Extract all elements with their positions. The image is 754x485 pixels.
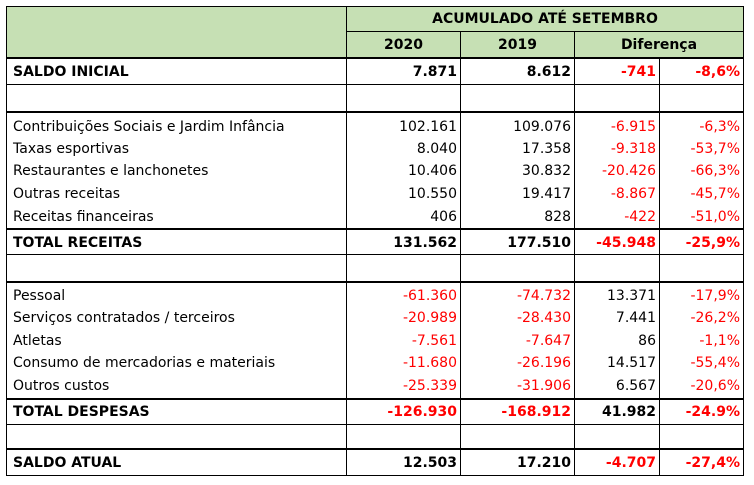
cell-diff: 7.441 xyxy=(615,310,656,326)
col-divider-2019 xyxy=(460,31,461,476)
cell-v2020: 10.550 xyxy=(408,186,457,202)
row-label: Serviços contratados / terceiros xyxy=(13,310,235,326)
cell-v2019: 177.510 xyxy=(507,235,571,251)
cell-v2019: -7.647 xyxy=(525,333,571,349)
cell-v2020: -126.930 xyxy=(387,404,457,420)
cell-pct: -53,7% xyxy=(690,141,740,157)
cell-v2020: 12.503 xyxy=(402,455,457,471)
row-label: Taxas esportivas xyxy=(13,141,130,157)
section-border xyxy=(6,111,744,113)
col-divider-pct xyxy=(659,57,660,476)
cell-v2019: 19.417 xyxy=(522,186,571,202)
row-label: Pessoal xyxy=(13,288,66,304)
cell-v2020: -20.989 xyxy=(402,310,457,326)
total-despesas-bottom xyxy=(6,424,744,425)
cell-diff: -20.426 xyxy=(601,163,656,179)
row-label: Receitas financeiras xyxy=(13,209,154,225)
cell-v2020: 102.161 xyxy=(399,119,457,135)
cell-v2020: -61.360 xyxy=(402,288,457,304)
cell-v2019: 17.358 xyxy=(522,141,571,157)
cell-v2019: 109.076 xyxy=(513,119,571,135)
section-border xyxy=(6,281,744,283)
header-col-2019: 2019 xyxy=(498,37,537,53)
row-label: Outros custos xyxy=(13,378,110,394)
row-label: TOTAL DESPESAS xyxy=(13,404,150,420)
row-label: Contribuições Sociais e Jardim Infância xyxy=(13,119,285,135)
header-fill-label-column xyxy=(7,7,346,57)
border-left xyxy=(6,6,7,476)
col-divider-diff xyxy=(574,31,575,476)
row-label: TOTAL RECEITAS xyxy=(13,235,143,251)
cell-pct: -6,3% xyxy=(699,119,740,135)
row-label: Atletas xyxy=(13,333,62,349)
cell-v2020: -7.561 xyxy=(411,333,457,349)
cell-diff: -9.318 xyxy=(610,141,656,157)
border-right xyxy=(743,6,744,476)
total-receitas-bottom xyxy=(6,254,744,255)
cell-pct: -25,9% xyxy=(685,235,740,251)
row-label: Outras receitas xyxy=(13,186,121,202)
cell-pct: -20,6% xyxy=(690,378,740,394)
row-label: Restaurantes e lanchonetes xyxy=(13,163,209,179)
total-receitas-top xyxy=(6,228,744,230)
row-label: SALDO INICIAL xyxy=(13,64,129,80)
cell-pct: -1,1% xyxy=(699,333,740,349)
cell-pct: -8,6% xyxy=(695,64,740,80)
cell-diff: 6.567 xyxy=(615,378,656,394)
cell-diff: 13.371 xyxy=(607,288,656,304)
header-col-difference: Diferença xyxy=(620,37,698,53)
cell-diff: -45.948 xyxy=(596,235,656,251)
cell-diff: -4.707 xyxy=(605,455,656,471)
cell-v2019: -26.196 xyxy=(516,355,571,371)
cell-pct: -17,9% xyxy=(690,288,740,304)
cell-v2019: 17.210 xyxy=(516,455,571,471)
row-label: SALDO ATUAL xyxy=(13,455,122,471)
cell-v2019: 8.612 xyxy=(526,64,571,80)
cell-v2020: 406 xyxy=(430,209,457,225)
cell-v2020: 8.040 xyxy=(416,141,457,157)
row-label: Consumo de mercadorias e materiais xyxy=(13,355,276,371)
saldo-atual-top xyxy=(6,448,744,450)
header-period-label: ACUMULADO ATÉ SETEMBRO xyxy=(432,11,658,27)
cell-v2019: -74.732 xyxy=(516,288,571,304)
cell-pct: -26,2% xyxy=(690,310,740,326)
cell-diff: 41.982 xyxy=(601,404,656,420)
cell-pct: -24.9% xyxy=(685,404,740,420)
cell-v2019: -28.430 xyxy=(516,310,571,326)
header-col-2020: 2020 xyxy=(384,37,423,53)
cell-v2019: 30.832 xyxy=(522,163,571,179)
header-bottom-border xyxy=(6,57,744,59)
cell-diff: -422 xyxy=(624,209,656,225)
col-divider-2020 xyxy=(346,6,347,476)
cell-pct: -55,4% xyxy=(690,355,740,371)
row-border xyxy=(6,84,744,85)
cell-v2019: -168.912 xyxy=(501,404,571,420)
cell-v2020: 131.562 xyxy=(393,235,457,251)
cell-pct: -66,3% xyxy=(690,163,740,179)
cell-pct: -45,7% xyxy=(690,186,740,202)
cell-pct: -27,4% xyxy=(685,455,740,471)
cell-diff: 14.517 xyxy=(607,355,656,371)
cell-v2020: 10.406 xyxy=(408,163,457,179)
cell-diff: -8.867 xyxy=(610,186,656,202)
cell-diff: -6.915 xyxy=(610,119,656,135)
cell-v2019: -31.906 xyxy=(516,378,571,394)
cell-diff: 86 xyxy=(638,333,656,349)
cell-v2020: 7.871 xyxy=(412,64,457,80)
cell-v2019: 828 xyxy=(544,209,571,225)
cell-diff: -741 xyxy=(620,64,656,80)
border-top xyxy=(6,6,744,7)
cell-pct: -51,0% xyxy=(690,209,740,225)
total-despesas-top xyxy=(6,398,744,400)
header-divider xyxy=(346,31,744,32)
border-bottom xyxy=(6,475,744,476)
cell-v2020: -11.680 xyxy=(402,355,457,371)
cell-v2020: -25.339 xyxy=(402,378,457,394)
